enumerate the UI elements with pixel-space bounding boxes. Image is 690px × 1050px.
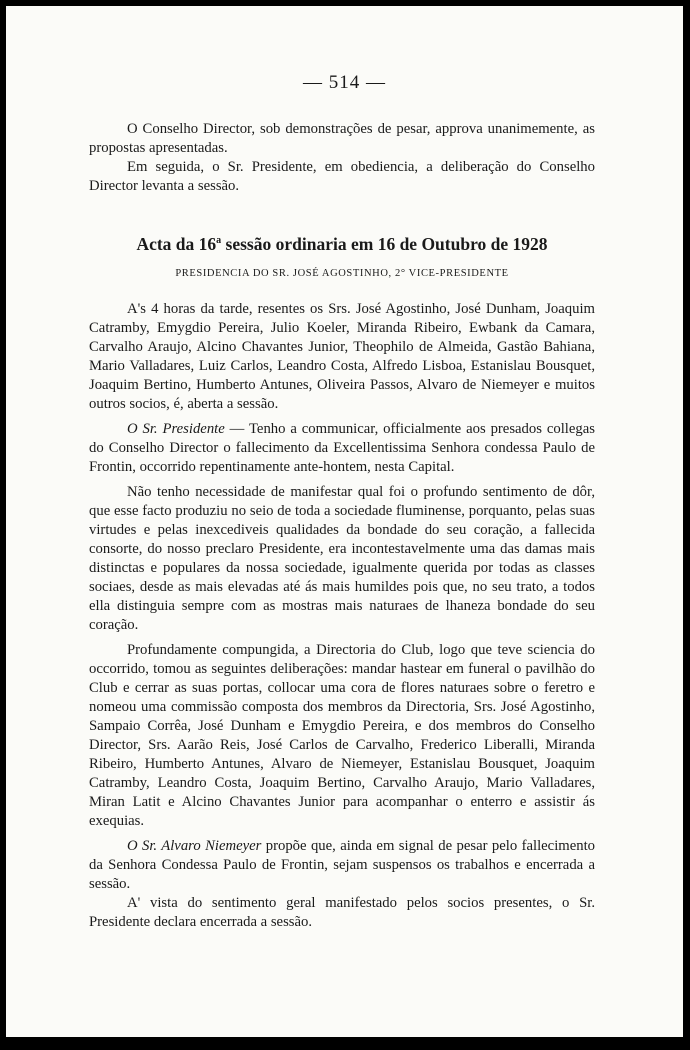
speaker-presidente: O Sr. Presidente: [127, 421, 225, 437]
acta-title-start: Acta da 16: [136, 234, 217, 254]
speaker-niemeyer: O Sr. Alvaro Niemeyer: [127, 838, 262, 854]
paragraph-niemeyer-proposal: [89, 837, 595, 894]
acta-title: [89, 234, 595, 255]
page-number: — 514 —: [303, 72, 386, 93]
intro-paragraph-1: O Conselho Director, sob demonstrações de pesar, approva unanimemente, as propostas apresentadas.: [89, 121, 595, 156]
niemeyer-proposal-text: propõe que, ainda em signal de pesar pelo fallecimento da Senhora Condessa Paulo de Frontin, sejam suspensos os trabalhos e encerrada a sessão.: [89, 838, 595, 892]
paragraph-president-statement: [89, 420, 595, 477]
paragraph-directoria: Profundamente compungida, a Directoria do Club, logo que teve sciencia do occorrido, tomou as seguintes deliberações: mandar hastear em funeral o pavilhão do Club e cerrar as suas portas, collocar uma cora de flores naturaes sobre o feretro e nomeou uma commissão composta dos membros da Directoria, Srs. José Agostinho, Sampaio Corrêa, José Dunham e Emygdio Pereira, e dos membros do Conselho Director, Srs. Aarão Reis, José Carlos de Carvalho, Frederico Liberalli, Miranda Ribeiro, Humberto Antunes, Alvaro de Niemeyer, Estanislau Bousquet, Joaquim Catramby, Leandro Costa, Joaquim Bertino, Carvalho Araujo, Mario Valladares, Miran Latit e Alcino Chavantes Junior para acompanhar o enterro e assistir ás exequias.: [89, 642, 595, 829]
document-page: [6, 6, 683, 1037]
minutes-body: [89, 300, 595, 932]
acta-subtitle: PRESIDENCIA DO SR. JOSÉ AGOSTINHO, 2° VICE-PRESIDENTE: [175, 268, 509, 279]
acta-title-end: sessão ordinaria em 16 de Outubro de 1928: [221, 234, 548, 254]
paragraph-condolence: Não tenho necessidade de manifestar qual foi o profundo sentimento de dôr, que esse facto produziu no seio de toda a sociedade fluminense, porquanto, pelas suas virtudes e pelas inexcediveis qualidades da bondade do seu coração, a fallecida consorte, do nosso preclaro Presidente, era incontestavelmente uma das damas mais distinctas e populares da nossa sociedade, igualmente querida por todas as classes sociaes, desde as mais elevadas até ás mais humildes pois que, no seu trato, a todos ella distinguia sempre com as mostras mais naturaes de lhaneza bondade do seu coração.: [89, 484, 595, 633]
acta-title-ordinal: a: [216, 235, 222, 247]
intro-paragraph-2: Em seguida, o Sr. Presidente, em obediencia, a deliberação do Conselho Director levanta a sessão.: [89, 159, 595, 194]
paragraph-closing: A' vista do sentimento geral manifestado pelos socios presentes, o Sr. Presidente declara encerrada a sessão.: [89, 895, 595, 930]
paragraph-attendance: A's 4 horas da tarde, resentes os Srs. José Agostinho, José Dunham, Joaquim Catramby, Emygdio Pereira, Julio Koeler, Miranda Ribeiro, Ewbank da Camara, Carvalho Araujo, Alcino Chavantes Junior, Theophilo de Almeida, Gastão Bahiana, Mario Valladares, Luiz Carlos, Leandro Costa, Alfredo Lisboa, Estanislau Bousquet, Joaquim Bertino, Humberto Antunes, Oliveira Passos, Alvaro de Niemeyer e muitos outros socios, é, aberta a sessão.: [89, 301, 595, 412]
intro-section: [89, 120, 595, 196]
president-statement-text: — Tenho a communicar, officialmente aos presados collegas do Conselho Director o fallecimento da Excellentissima Senhora condessa Paulo de Frontin, occorrido repentinamente ante-hontem, nesta Capital.: [89, 421, 595, 475]
